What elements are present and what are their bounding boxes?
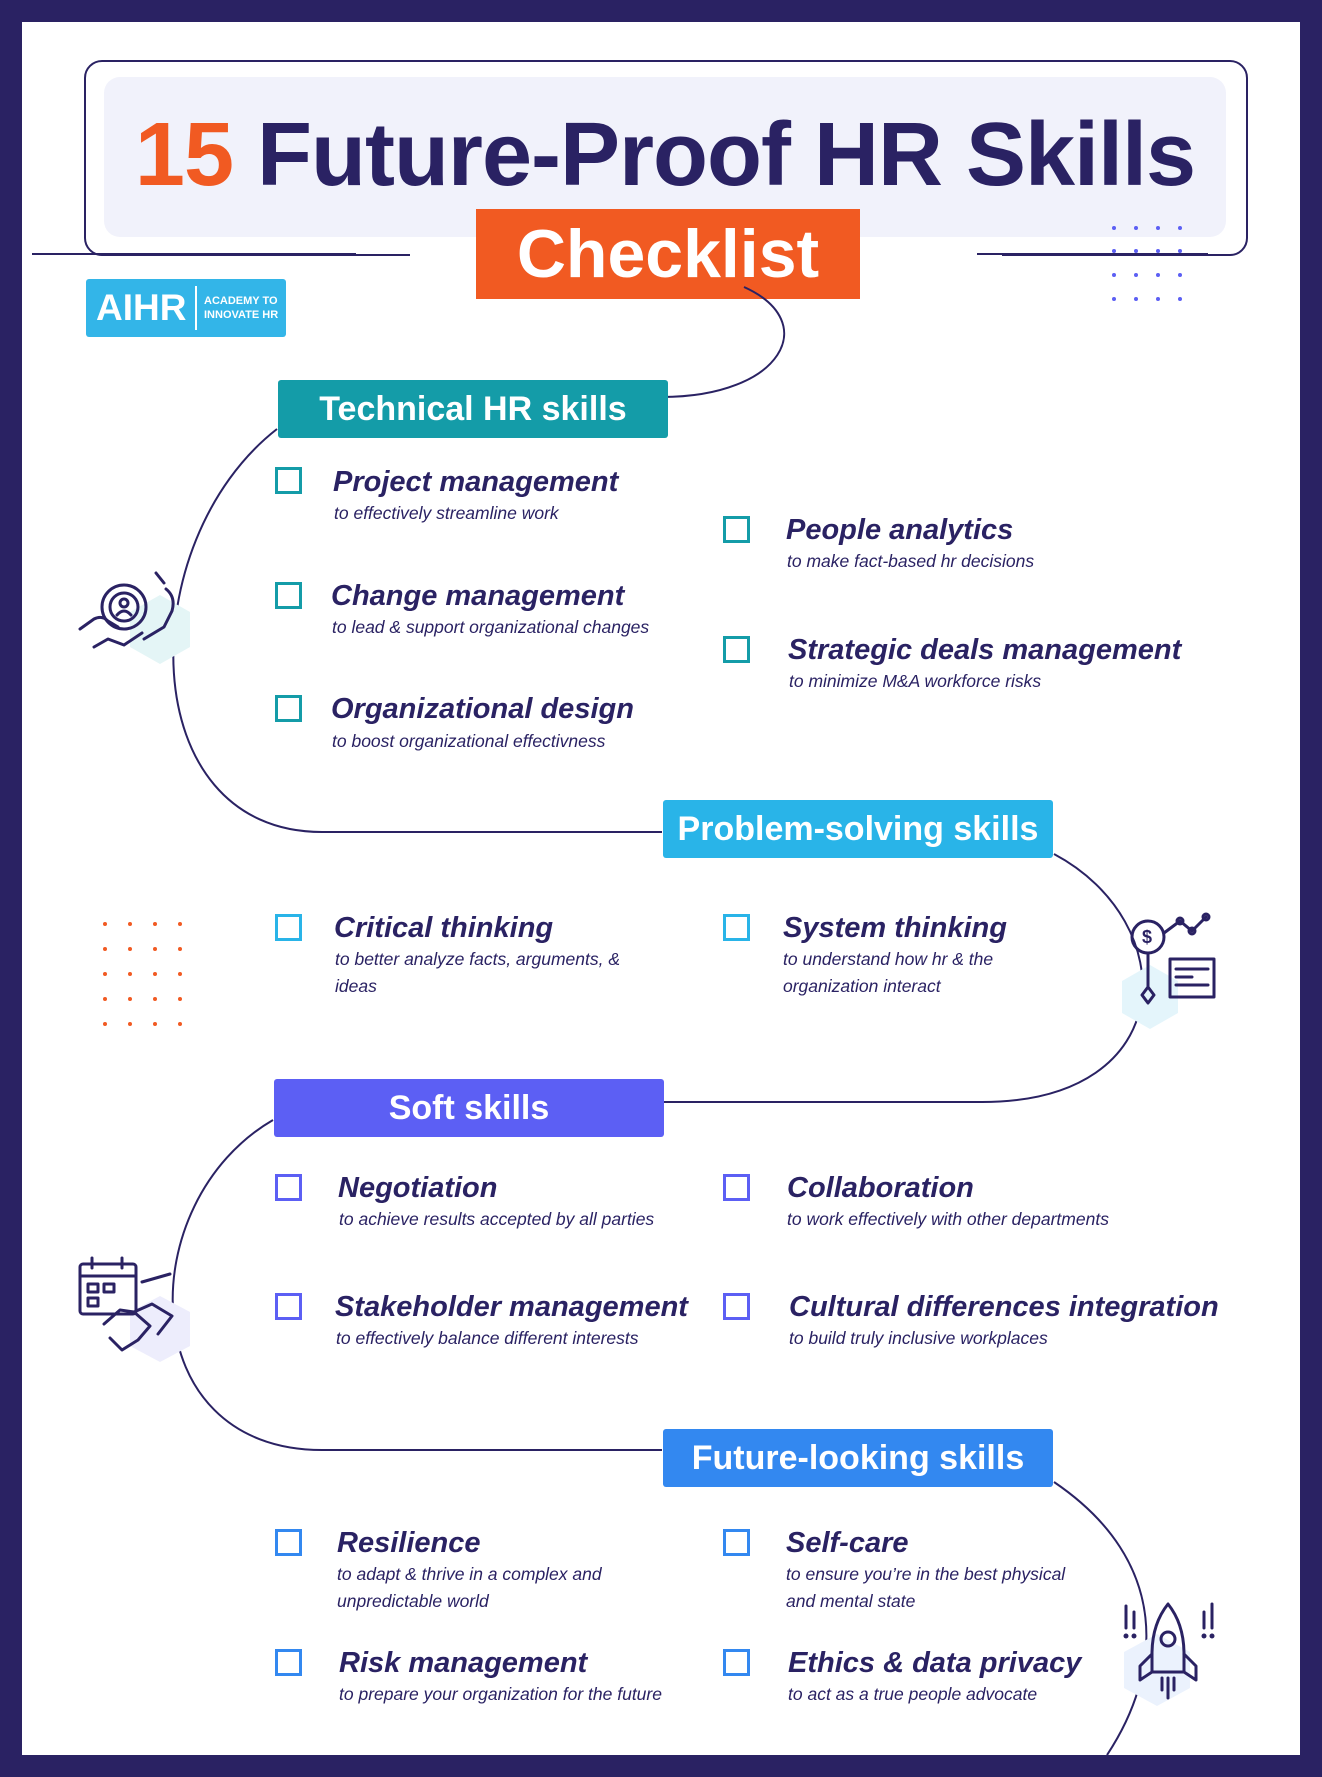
checkbox-organizational-design[interactable] <box>275 695 302 722</box>
logo-subtext: ACADEMY TO INNOVATE HR <box>204 295 279 321</box>
skill-desc: to better analyze facts, arguments, & ideas <box>335 949 621 996</box>
decorative-dots <box>102 919 186 1031</box>
skill-desc: to act as a true people advocate <box>788 1684 1038 1704</box>
subtitle-badge: Checklist <box>476 209 860 299</box>
rocket-icon <box>1112 1594 1242 1724</box>
handshake-calendar-icon <box>72 1254 212 1374</box>
skill-title: Risk management <box>339 1647 588 1679</box>
skill-desc: to effectively streamline work <box>334 503 559 523</box>
skill-title: People analytics <box>786 514 1014 546</box>
checklist-page <box>22 22 1300 1755</box>
checkbox-risk-management[interactable] <box>275 1649 302 1676</box>
skill-desc: to boost organizational effectivness <box>332 731 606 751</box>
skill-title: Cultural differences integration <box>789 1291 1219 1323</box>
skill-desc: to adapt & thrive in a complex and unpredictable world <box>337 1564 602 1611</box>
decorative-dots <box>1111 225 1191 307</box>
checkbox-project-management[interactable] <box>275 467 302 494</box>
skill-title: Strategic deals management <box>788 634 1182 666</box>
analytics-icon <box>1120 907 1230 1042</box>
svg-text:$: $ <box>1142 927 1153 947</box>
skill-desc: to ensure you’re in the best physical and mental state <box>786 1564 1066 1611</box>
gear-hands-icon <box>72 567 212 682</box>
checkbox-self-care[interactable] <box>723 1529 750 1556</box>
checkbox-negotiation[interactable] <box>275 1174 302 1201</box>
title-text: Future-Proof HR Skills <box>257 105 1196 205</box>
skill-desc: to understand how hr & the organization interact <box>783 949 994 996</box>
skill-title: Critical thinking <box>334 912 554 944</box>
skill-title: Self-care <box>786 1527 909 1559</box>
section-soft-title: Soft skills <box>274 1079 664 1137</box>
section-technical-title: Technical HR skills <box>278 380 668 438</box>
title-number: 15 <box>134 105 233 205</box>
skill-title: System thinking <box>783 912 1007 944</box>
skill-desc: to effectively balance different interests <box>336 1328 639 1348</box>
skill-desc: to minimize M&A workforce risks <box>789 671 1042 691</box>
checkbox-system-thinking[interactable] <box>723 914 750 941</box>
checkbox-change-management[interactable] <box>275 582 302 609</box>
skill-desc: to make fact-based hr decisions <box>787 551 1035 571</box>
section-future-looking-title: Future-looking skills <box>663 1429 1053 1487</box>
logo-main-text: AIHR <box>96 287 187 328</box>
connector-path <box>22 22 1300 1755</box>
checkbox-ethics-data-privacy[interactable] <box>723 1649 750 1676</box>
skill-title: Collaboration <box>787 1172 974 1204</box>
checkbox-cultural-differences-integration[interactable] <box>723 1293 750 1320</box>
checkbox-collaboration[interactable] <box>723 1174 750 1201</box>
skill-desc: to lead & support organizational changes <box>332 617 650 637</box>
skill-title: Change management <box>331 580 625 612</box>
skill-title: Project management <box>333 466 619 498</box>
checkbox-critical-thinking[interactable] <box>275 914 302 941</box>
skill-desc: to work effectively with other departments <box>787 1209 1109 1229</box>
checkbox-strategic-deals-management[interactable] <box>723 636 750 663</box>
skill-desc: to prepare your organization for the future <box>339 1684 662 1704</box>
skill-title: Resilience <box>337 1527 481 1559</box>
checkbox-people-analytics[interactable] <box>723 516 750 543</box>
skill-desc: to achieve results accepted by all parties <box>339 1209 655 1229</box>
skill-title: Stakeholder management <box>335 1291 688 1323</box>
skill-desc: to build truly inclusive workplaces <box>789 1328 1048 1348</box>
skill-title: Negotiation <box>338 1172 498 1204</box>
skill-title: Organizational design <box>331 693 634 725</box>
checkbox-resilience[interactable] <box>275 1529 302 1556</box>
skill-title: Ethics & data privacy <box>788 1647 1082 1679</box>
checkbox-stakeholder-management[interactable] <box>275 1293 302 1320</box>
section-problem-solving-title: Problem-solving skills <box>663 800 1053 858</box>
